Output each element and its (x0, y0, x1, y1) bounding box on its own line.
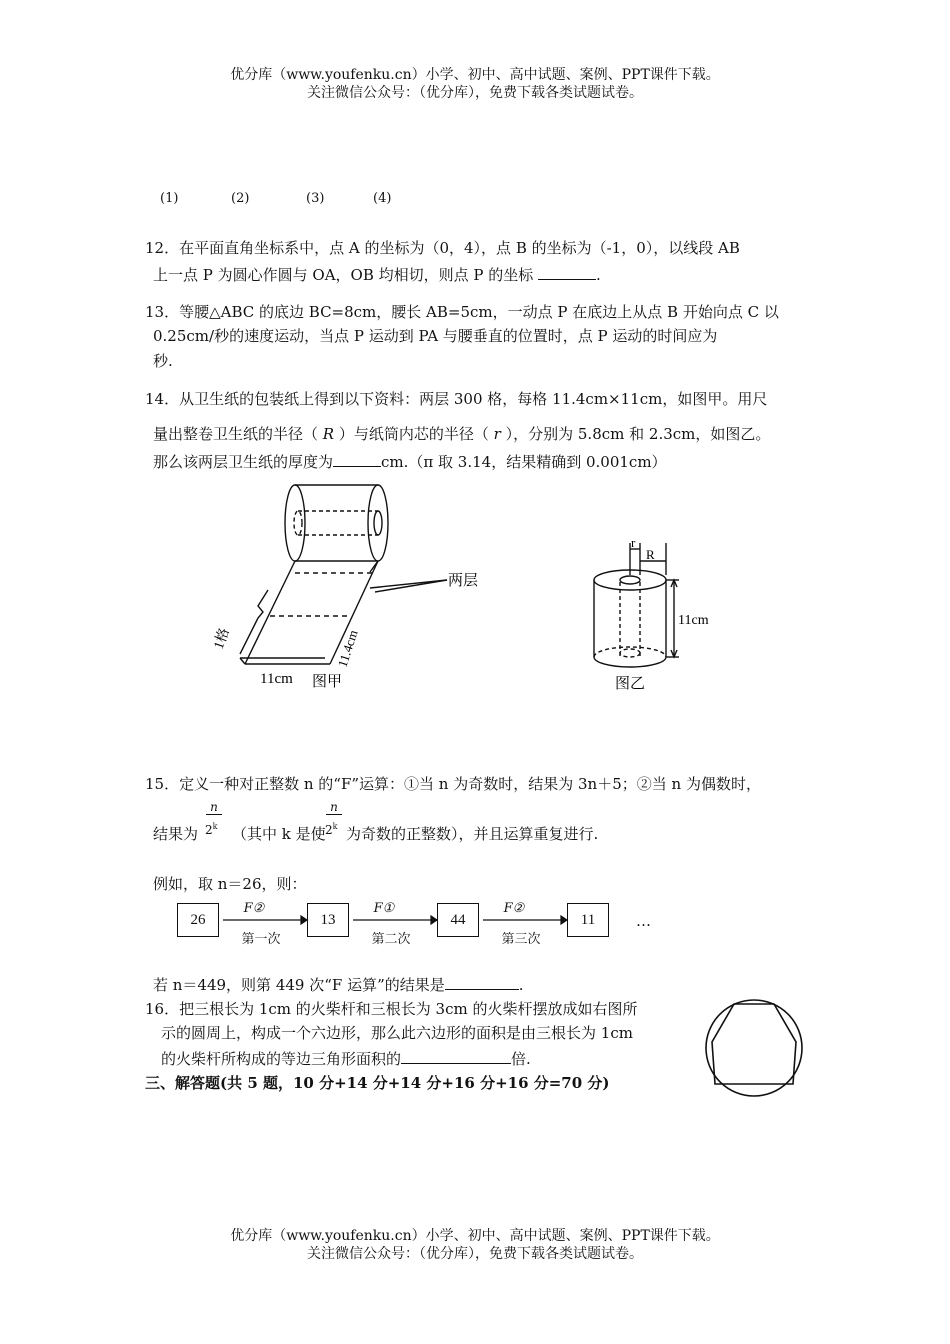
figure-label-4: (4) (373, 191, 392, 206)
fig-b-label-height: 11cm (678, 613, 709, 628)
q14-line-2c: ），分别为 5.8cm 和 2.3cm，如图乙。 (505, 425, 771, 443)
q14-line-3a: 那么该两层卫生纸的厚度为 (153, 453, 334, 471)
flow-box-3: 44 (437, 903, 479, 937)
flow-op-2: F① (373, 901, 395, 916)
q15-line-2b: （其中 k 是使 (232, 825, 326, 843)
frac2-den-base: 2 (325, 823, 333, 837)
fig-b-caption: 图乙 (615, 676, 646, 692)
q14-r-symbol: r (493, 425, 501, 443)
q16-hexagon (712, 1004, 796, 1084)
header-line-2: 关注微信公众号：（优分库），免费下载各类试题试卷。 (307, 85, 643, 101)
q15-line-2c: 为奇数的正整数），并且运算重复进行. (346, 825, 599, 843)
flow-box-2: 13 (307, 903, 349, 937)
fig-a-label-layers: 两层 (448, 573, 479, 589)
q14-line-2a: 量出整卷卫生纸的半径（ (153, 425, 319, 443)
flow-op-1: F② (243, 901, 265, 916)
q12-line-1: 12．在平面直角坐标系中，点 A 的坐标为（0，4），点 B 的坐标为（-1，0），以线段 AB (145, 239, 740, 257)
fig-a-label-cell: 1格 (211, 626, 233, 652)
q15-fraction-2-numerator: n (326, 800, 342, 815)
q15-question (153, 973, 524, 996)
q16-line-1: 16．把三根长为 1cm 的火柴杆和三根长为 3cm 的火柴杆摆放成如右图所 (145, 1000, 638, 1018)
q14-line-3 (153, 450, 667, 473)
q12-line-2-text: 上一点 P 为圆心作圆与 OA，OB 均相切，则点 P 的坐标 (153, 266, 534, 284)
page-footer (0, 1227, 950, 1263)
q14-R-symbol: R (322, 425, 335, 443)
figure-label-2: (2) (231, 191, 250, 206)
q13-line-3: 秒. (153, 352, 173, 370)
figure-b-cylinder-diagram (575, 535, 725, 695)
q16-line-2: 示的圆周上，构成一个六边形，那么此六边形的面积是由三根长为 1cm (161, 1024, 633, 1042)
footer-line-2: 关注微信公众号：（优分库），免费下载各类试题试卷。 (307, 1246, 643, 1262)
q16-line-3b: 倍. (511, 1050, 531, 1068)
flow-box-4: 11 (567, 903, 609, 937)
q16-line-3 (161, 1047, 531, 1070)
flow-op-3: F② (503, 901, 525, 916)
fig-a-label-length: 11.4cm (334, 628, 361, 669)
fig-b-label-r: r (631, 535, 636, 550)
q15-fraction-2-denominator (325, 822, 338, 837)
page-header (0, 66, 950, 102)
q12-line-2 (153, 263, 601, 286)
figure-label-1: (1) (160, 191, 179, 206)
q15-line-1: 15．定义一种对正整数 n 的“F”运算：①当 n 为奇数时，结果为 3n＋5；②当 n 为偶数时， (145, 775, 761, 793)
flow-step-1: 第一次 (241, 932, 281, 947)
q16-answer-blank[interactable] (401, 1047, 511, 1064)
header-line-1: 优分库（www.youfenku.cn）小学、初中、高中试题、案例、PPT课件下载。 (230, 67, 720, 83)
figure-a-roll-diagram (200, 478, 510, 698)
q16-circle-hexagon-figure (700, 998, 812, 1098)
q14-line-1: 14．从卫生纸的包装纸上得到以下资料：两层 300 格，每格 11.4cm×11cm，如图甲。用尺 (145, 390, 768, 408)
frac2-den-exp: k (332, 822, 338, 831)
q13-line-2: 0.25cm/秒的速度运动，当点 P 运动到 PA 与腰垂直的位置时，点 P 运动的时间应为 (153, 327, 718, 345)
q15-answer-blank[interactable] (445, 973, 519, 990)
flow-ellipsis: … (636, 912, 651, 930)
frac1-den-base: 2 (205, 823, 213, 837)
q14-line-2 (153, 423, 770, 445)
flow-step-3: 第三次 (501, 932, 541, 947)
q14-answer-blank[interactable] (333, 450, 381, 467)
fig-a-caption: 图甲 (312, 674, 343, 690)
section-3-heading: 三、解答题(共 5 题，10 分+14 分+14 分+16 分+16 分=70 分) (145, 1074, 610, 1092)
flow-box-1: 26 (177, 903, 219, 937)
q12-answer-blank[interactable] (538, 263, 596, 280)
q14-line-3b: cm.（π 取 3.14，结果精确到 0.001cm） (381, 453, 667, 471)
q15-fraction-1-denominator (205, 822, 218, 837)
fig-b-label-R: R (646, 547, 655, 562)
q14-line-2b: ）与纸筒内芯的半径（ (338, 425, 489, 443)
q15-line-2a: 结果为 (153, 825, 199, 843)
figure-label-3: (3) (306, 191, 325, 206)
q16-circle (706, 1000, 802, 1096)
flow-step-2: 第二次 (371, 932, 411, 947)
roll-front-end (368, 485, 388, 561)
q15-question-a: 若 n＝449，则第 449 次“F 运算”的结果是 (153, 976, 445, 994)
footer-line-1: 优分库（www.youfenku.cn）小学、初中、高中试题、案例、PPT课件下载。 (230, 1228, 720, 1244)
fig-a-label-width: 11cm (260, 671, 293, 687)
q12-line-2-end: . (596, 266, 601, 284)
q13-line-1: 13．等腰△ABC 的底边 BC=8cm，腰长 AB=5cm，一动点 P 在底边上从点 B 开始向点 C 以 (145, 303, 779, 321)
q15-fraction-1-numerator: n (206, 800, 222, 815)
q15-example: 例如，取 n＝26，则： (153, 875, 307, 893)
frac1-den-exp: k (212, 822, 218, 831)
q16-line-3a: 的火柴杆所构成的等边三角形面积的 (161, 1050, 402, 1068)
q15-question-b: . (518, 976, 524, 994)
